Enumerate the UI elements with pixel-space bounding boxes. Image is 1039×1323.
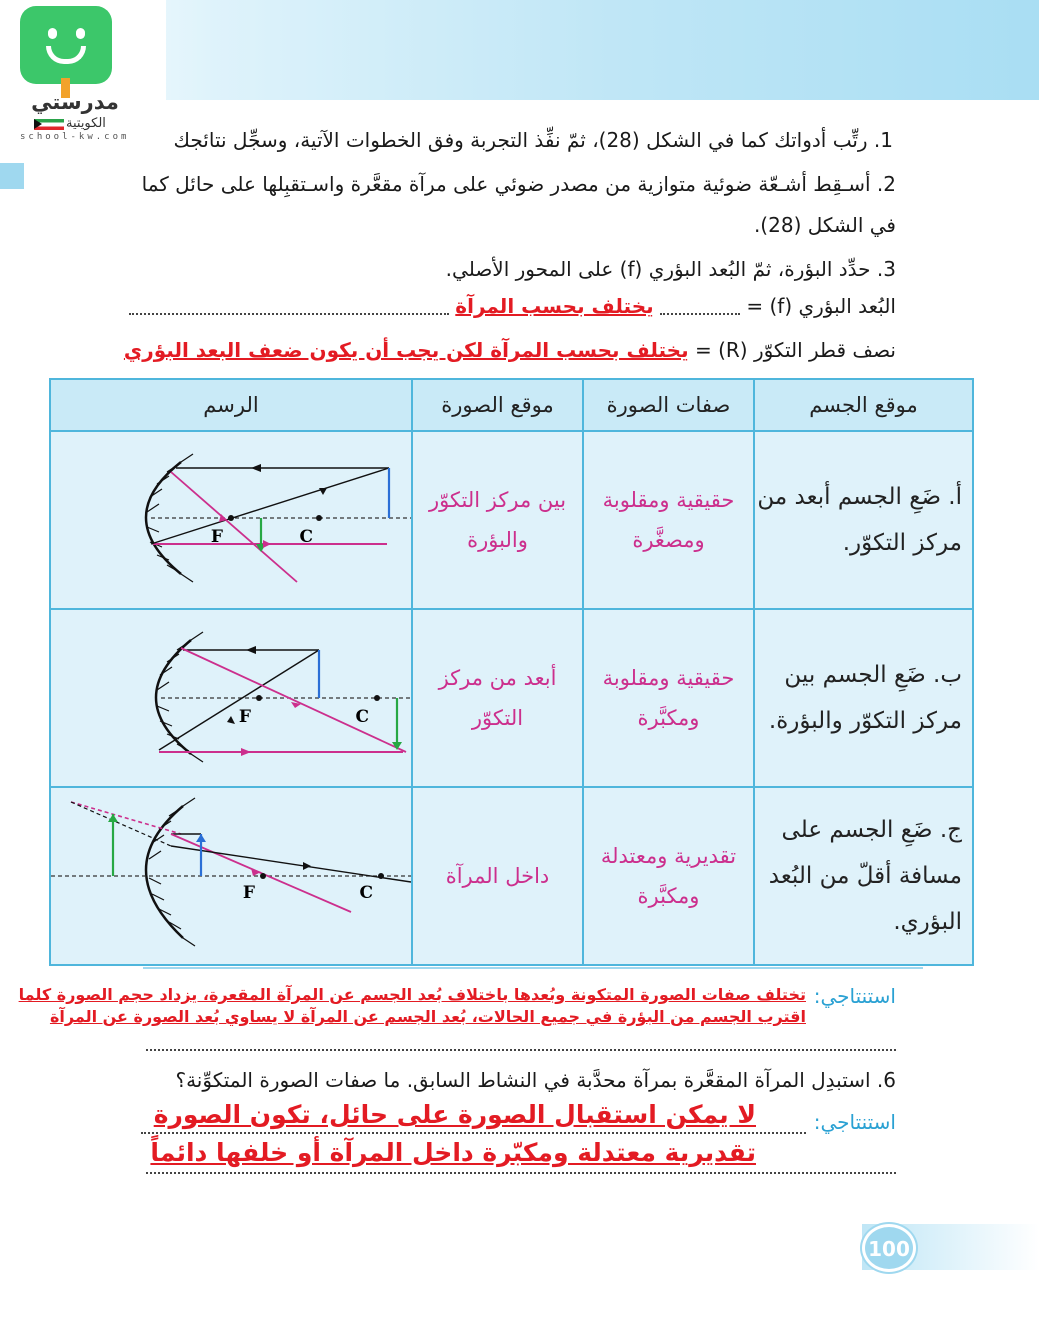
row-b-object: ب. ضَعِ الجسم بين مركز التكوّر والبؤرة. <box>754 609 973 787</box>
row-a-props: حقيقية ومقلوبة ومصغَّرة <box>583 431 754 609</box>
logo-url: school-kw.com <box>20 132 130 142</box>
label-c-c: C <box>359 883 373 903</box>
row-c-object: ج. ضَعِ الجسم على مسافة أقلّ من البُعد البؤري. <box>754 787 973 965</box>
radius-label: نصف قطر التكوّر (R) = <box>694 338 896 362</box>
label-f-c: F <box>242 883 255 903</box>
logo-sub: الكويتية <box>66 116 106 131</box>
row-a-image: بين مركز التكوّر والبؤرة <box>412 431 583 609</box>
header-image-position: موقع الصورة <box>412 379 583 431</box>
header-object-position: موقع الجسم <box>754 379 973 431</box>
conclusion-1-label: استنتاجي: <box>813 984 896 1008</box>
focal-length-answer: يختلف بحسب المرآة <box>455 294 654 318</box>
logo-name: مدرستي <box>31 90 119 114</box>
row-b-image: أبعد من مركز التكوّر <box>412 609 583 787</box>
row-c-image: داخل المرآة <box>412 787 583 965</box>
label-f-a: F <box>210 527 223 547</box>
conclusion-2-line-2: تقديرية معتدلة ومكبّرة داخل المرآة أو خلفها دائماً <box>150 1138 756 1167</box>
conclusion-1-answer: تختلف صفات الصورة المتكونة وبُعدها باختلاف بُعد الجسم عن المرآة المقعرة، يزداد حجم الصورة كلما اقترب الجسم من البؤرة في جميع الحالات، بُعد الجسم عن المرآة لا يساوي بُعد الصورة عن المرآة <box>18 985 806 1026</box>
label-f-b: F <box>238 707 251 727</box>
conclusion-1-dots <box>146 1030 896 1054</box>
radius-row <box>124 338 896 362</box>
row-a-diagram <box>50 431 412 609</box>
row-a-object: أ. ضَعِ الجسم أبعد من مركز التكوّر. <box>754 431 973 609</box>
page-number: 100 <box>862 1224 916 1272</box>
row-c-diagram <box>50 787 412 965</box>
step-2b: في الشكل (28). <box>753 213 896 237</box>
row-b-props: حقيقية ومقلوبة ومكبَّرة <box>583 609 754 787</box>
conclusion-2-line-1: لا يمكن استقبال الصورة على حائل، تكون الصورة <box>153 1100 756 1129</box>
step-2a: 2. أسـقِط أشـعّة ضوئية متوازية من مصدر ضوئي على مرآة مقعَّرة واسـتقبِلها على حائل كما <box>141 172 896 196</box>
side-tab <box>0 163 24 189</box>
step-3: 3. حدِّد البؤرة، ثمّ البُعد البؤري (f) على المحور الأصلي. <box>445 257 896 281</box>
step-6: 6. استبدِل المرآة المقعَّرة بمرآة محدَّبة في النشاط السابق. ما صفات الصورة المتكوِّنة؟ <box>175 1068 896 1092</box>
divider <box>143 967 923 969</box>
header-drawing: الرسم <box>50 379 412 431</box>
row-c-props: تقديرية ومعتدلة ومكبَّرة <box>583 787 754 965</box>
logo-icon <box>20 6 112 84</box>
results-table <box>49 378 974 966</box>
focal-length-row <box>129 294 896 318</box>
focal-length-label: البُعد البؤري (f) = <box>746 294 896 318</box>
header-image-properties: صفات الصورة <box>583 379 754 431</box>
conclusion-2-label: استنتاجي: <box>813 1110 896 1134</box>
label-c-a: C <box>299 527 313 547</box>
label-c-b: C <box>355 707 369 727</box>
logo <box>0 0 166 158</box>
row-b-diagram <box>50 609 412 787</box>
step-1: 1. رتِّب أدواتك كما في الشكل (28)، ثمّ نفِّذ التجربة وفق الخطوات الآتية، وسجِّل نتائجك <box>173 128 893 152</box>
kuwait-flag-icon <box>34 119 64 130</box>
radius-answer: يختلف بحسب المرآة لكن يجب أن يكون ضعف البعد البؤري <box>123 338 689 362</box>
